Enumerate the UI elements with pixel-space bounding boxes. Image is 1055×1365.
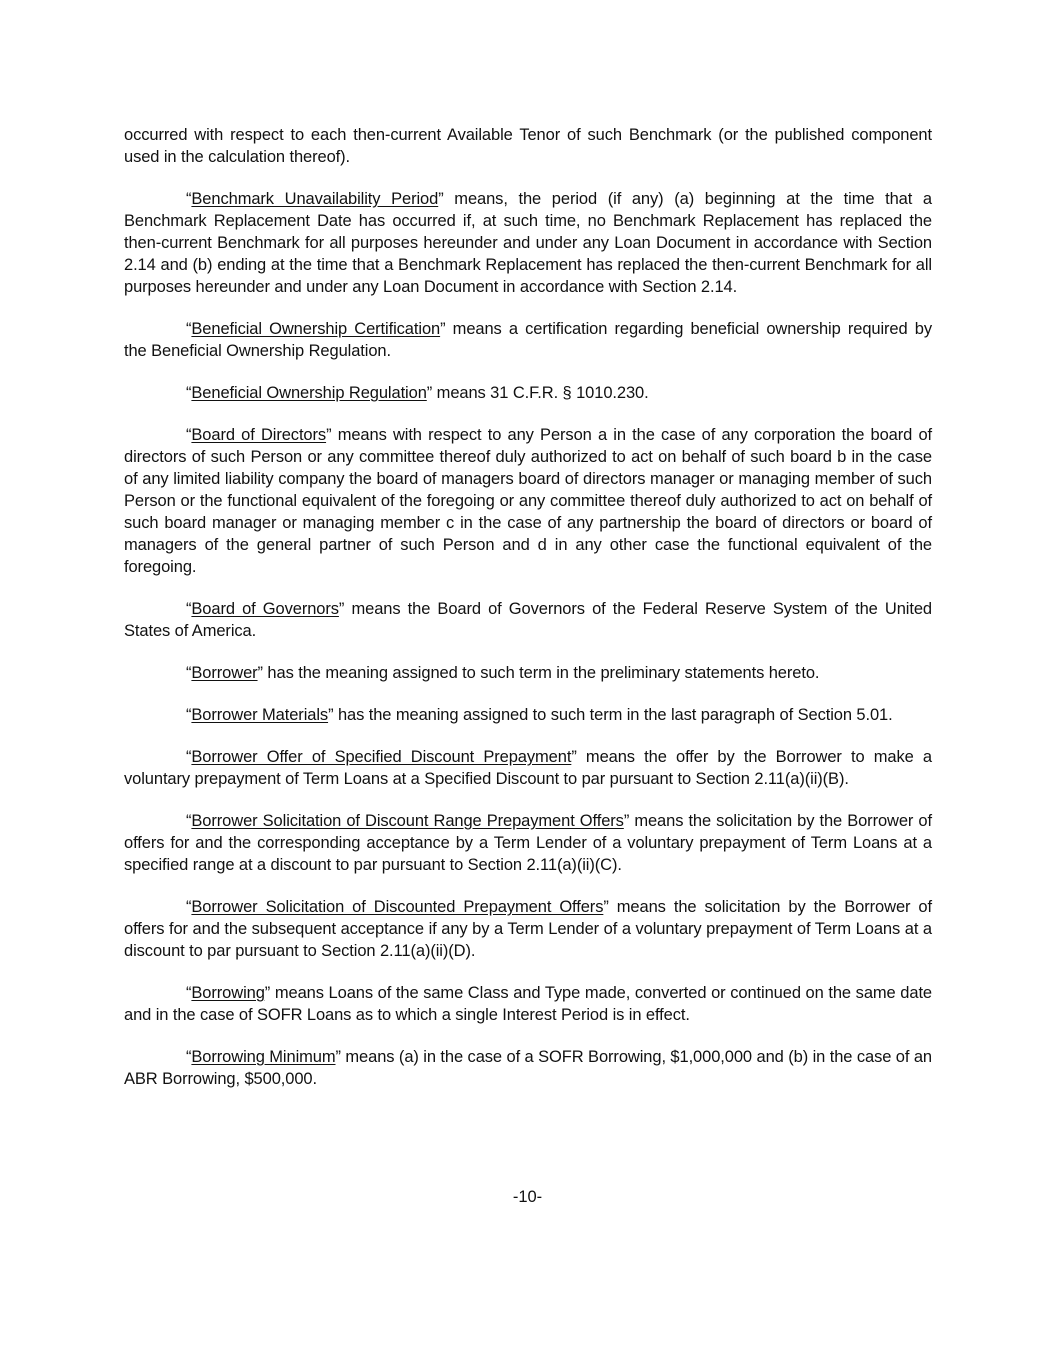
defined-term: Borrowing	[191, 984, 265, 1002]
definition-board-of-governors: “Board of Governors” means the Board of Governors of the Federal Reserve System of the United States of America.	[124, 600, 932, 640]
definition-borrower-solicitation-of-discounted-prepayment-offers: “Borrower Solicitation of Discounted Prepayment Offers” means the solicitation by the Borrower of offers for and the subsequent acceptance if any by a Term Lender of a voluntary prepayment of Term Loans at a discount to par pursuant to Section 2.11(a)(ii)(D).	[124, 898, 932, 960]
definition-beneficial-ownership-certification: “Beneficial Ownership Certification” means a certification regarding beneficial ownership required by the Beneficial Ownership Regulation.	[124, 320, 932, 360]
document-page	[124, 124, 932, 1110]
definition-body: means a certification regarding beneficial ownership required by the Beneficial Ownership Regulation.	[124, 320, 932, 360]
defined-term: Borrower Offer of Specified Discount Prepayment	[191, 748, 572, 766]
page-number: -10-	[512, 1188, 543, 1206]
definition-body: has the meaning assigned to such term in the preliminary statements hereto.	[262, 664, 820, 682]
definition-body: has the meaning assigned to such term in the last paragraph of Section 5.01.	[333, 706, 893, 724]
definition-body: means Loans of the same Class and Type made, converted or continued on the same date and in the case of SOFR Loans as to which a single Interest Period is in effect.	[124, 984, 932, 1024]
defined-term: Borrowing Minimum	[191, 1048, 336, 1066]
definition-borrower-solicitation-of-discount-range-prepayment-offers: “Borrower Solicitation of Discount Range Prepayment Offers” means the solicitation by the Borrower of offers for and the corresponding acceptance by a Term Lender of a voluntary prepayment of Term Loans at a specified range at a discount to par pursuant to Section 2.11(a)(ii)(C).	[124, 812, 932, 874]
definition-benchmark-unavailability-period: “Benchmark Unavailability Period” means, the period (if any) (a) beginning at the time that a Benchmark Replacement Date has occurred if, at such time, no Benchmark Replacement has replaced the then-current Benchmark for all purposes hereunder and under any Loan Document in accordance with Section 2.14 and (b) ending at the time that a Benchmark Replacement has replaced the then-current Benchmark for all purposes hereunder and under any Loan Document in accordance with Section 2.14.	[124, 190, 932, 296]
definition-borrowing: “Borrowing” means Loans of the same Class and Type made, converted or continued on the same date and in the case of SOFR Loans as to which a single Interest Period is in effect.	[124, 984, 932, 1024]
definition-body: means the offer by the Borrower to make a voluntary prepayment of Term Loans at a Specified Discount to par pursuant to Section 2.11(a)(ii)(B).	[124, 748, 933, 788]
definition-borrower: “Borrower” has the meaning assigned to such term in the preliminary statements hereto.	[186, 664, 820, 682]
defined-term: Board of Directors	[191, 426, 327, 444]
defined-term: Beneficial Ownership Certification	[191, 320, 441, 338]
definition-body: means, the period (if any) (a) beginning at the time that a Benchmark Replacement Date has occurred if, at such time, no Benchmark Replacement has replaced the then-current Benchmark for all purposes hereunder and under any Loan Document in accordance with Section 2.14 and (b) ending at the time that a Benchmark Replacement has replaced the then-current Benchmark for all purposes hereunder and under any Loan Document in accordance with Section 2.14.	[124, 190, 932, 296]
definition-borrower-offer-of-specified-discount-prepayment: “Borrower Offer of Specified Discount Prepayment” means the offer by the Borrower to make a voluntary prepayment of Term Loans at a Specified Discount to par pursuant to Section 2.11(a)(ii)(B).	[124, 748, 933, 788]
definition-body: means (a) in the case of a SOFR Borrowing, $1,000,000 and (b) in the case of an ABR Borrowing, $500,000.	[124, 1048, 932, 1088]
defined-term: Beneficial Ownership Regulation	[191, 384, 427, 402]
definition-body: means the Board of Governors of the Federal Reserve System of the United States of America.	[124, 600, 932, 640]
definition-borrowing-minimum: “Borrowing Minimum” means (a) in the case of a SOFR Borrowing, $1,000,000 and (b) in the case of an ABR Borrowing, $500,000.	[124, 1048, 932, 1088]
defined-term: Benchmark Unavailability Period	[191, 190, 439, 208]
intro-text: occurred with respect to each then-current Available Tenor of such Benchmark (or the published component used in the calculation thereof).	[124, 126, 932, 166]
definition-beneficial-ownership-regulation: “Beneficial Ownership Regulation” means 31 C.F.R. § 1010.230.	[186, 384, 649, 402]
definition-board-of-directors: “Board of Directors” means with respect to any Person a in the case of any corporation the board of directors of such Person or any committee thereof duly authorized to act on behalf of such board b in the case of any limited liability company the board of managers board of directors manager or managing member of such Person or the functional equivalent of the foregoing or any committee thereof duly authorized to act on behalf of such board manager or managing member c in the case of any partnership the board of directors or board of managers of the general partner of such Person and d in any other case the functional equivalent of the foregoing.	[124, 426, 933, 576]
definition-body: means with respect to any Person a in the case of any corporation the board of directors of such Person or any committee thereof duly authorized to act on behalf of such board b in the case of any limited liability company the board of managers board of directors manager or managing member of such Person or the functional equivalent of the foregoing or any committee thereof duly authorized to act on behalf of such board manager or managing member c in the case of any partnership the board of directors or board of managers of the general partner of such Person and d in any other case the functional equivalent of the foregoing.	[124, 426, 933, 576]
defined-term: Borrower Solicitation of Discounted Prepayment Offers	[191, 898, 604, 916]
defined-term: Borrower	[191, 664, 258, 682]
definition-body: means 31 C.F.R. § 1010.230.	[432, 384, 649, 402]
definition-borrower-materials: “Borrower Materials” has the meaning assigned to such term in the last paragraph of Section 5.01.	[186, 706, 893, 724]
definition-body: means the solicitation by the Borrower of offers for and the corresponding acceptance by a Term Lender of a voluntary prepayment of Term Loans at a specified range at a discount to par pursuant to Section 2.11(a)(ii)(C).	[124, 812, 932, 874]
definition-body: means the solicitation by the Borrower of offers for and the subsequent acceptance if any by a Term Lender of a voluntary prepayment of Term Loans at a discount to par pursuant to Section 2.11(a)(ii)(D).	[124, 898, 932, 960]
intro-paragraph	[124, 124, 932, 168]
defined-term: Borrower Materials	[191, 706, 329, 724]
defined-term: Board of Governors	[191, 600, 339, 618]
defined-term: Borrower Solicitation of Discount Range Prepayment Offers	[191, 812, 624, 830]
